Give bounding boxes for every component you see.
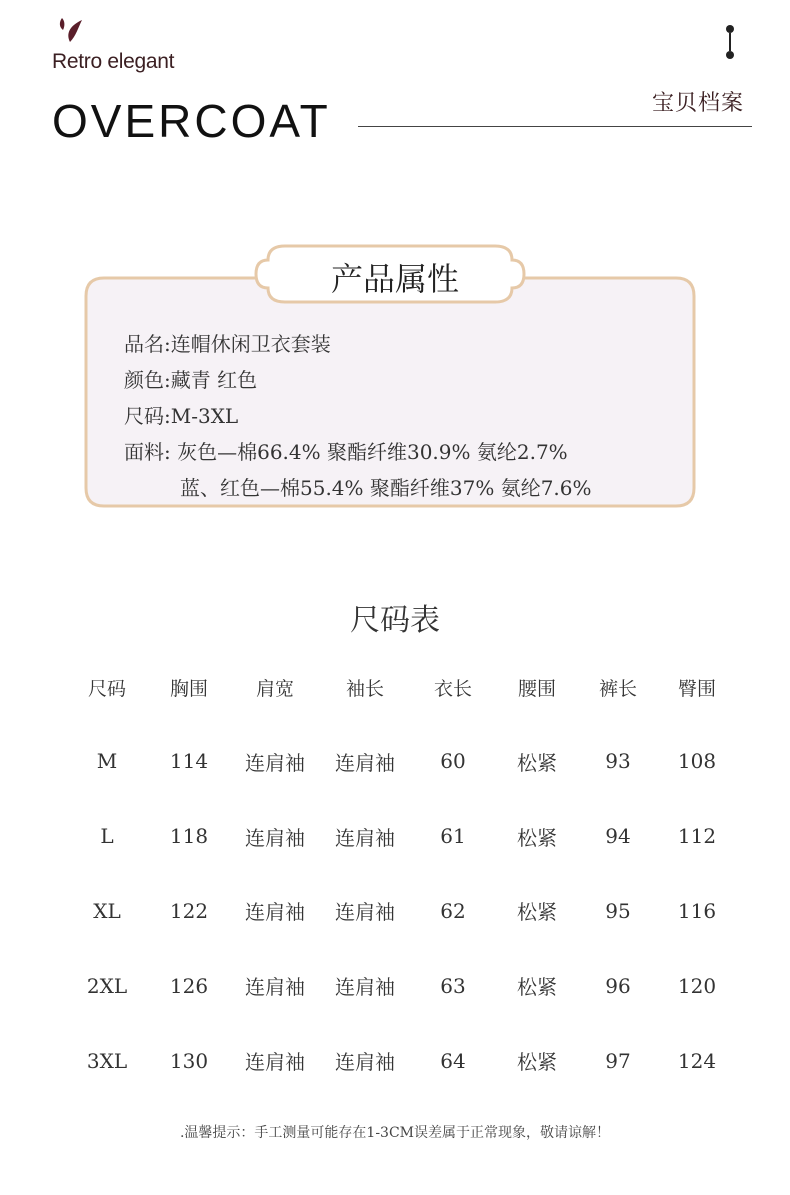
- table-cell: 116: [677, 898, 717, 923]
- table-cell: 126: [169, 973, 209, 998]
- table-cell: 97: [605, 1048, 631, 1073]
- table-cell: 114: [169, 749, 209, 774]
- size-chart-title: 尺码表: [350, 603, 440, 638]
- header-sleeve: 袖长: [345, 677, 384, 700]
- table-cell: 112: [677, 824, 717, 849]
- header-waist: 腰围: [517, 677, 556, 700]
- table-cell: 122: [169, 898, 209, 923]
- table-cell: 松紧: [517, 750, 557, 775]
- table-cell: 2XL: [86, 973, 128, 998]
- table-cell: 连肩袖: [245, 975, 305, 1000]
- table-cell: 连肩袖: [335, 1050, 395, 1075]
- table-cell: M: [96, 749, 118, 774]
- table-cell: 96: [605, 973, 631, 998]
- more-dots-icon: [723, 24, 737, 60]
- table-cell: 95: [605, 898, 631, 923]
- property-size: 尺码:M-3XL: [124, 404, 239, 428]
- table-row: [65, 948, 735, 1023]
- header-pants-length: 裤长: [598, 677, 637, 700]
- brand-logo-icon: [56, 16, 86, 44]
- header-hip: 臀围: [677, 677, 716, 700]
- size-table: [65, 650, 735, 1098]
- table-cell: 松紧: [517, 975, 557, 1000]
- properties-title: 产品属性: [330, 260, 459, 298]
- table-cell: 连肩袖: [335, 750, 395, 775]
- table-cell: 61: [440, 824, 466, 849]
- table-cell: 连肩袖: [245, 825, 305, 850]
- table-cell: 63: [440, 973, 466, 998]
- table-cell: 60: [440, 749, 466, 774]
- table-cell: 118: [169, 824, 209, 849]
- header-size: 尺码: [87, 677, 126, 700]
- brand-title: OVERCOAT: [52, 95, 331, 147]
- table-cell: 连肩袖: [335, 975, 395, 1000]
- table-cell: 连肩袖: [245, 1050, 305, 1075]
- table-cell: 64: [440, 1048, 466, 1073]
- archive-label: 宝贝档案: [651, 91, 744, 116]
- header-shoulder: 肩宽: [255, 677, 294, 700]
- table-cell: 松紧: [517, 900, 557, 925]
- table-row: [65, 1023, 735, 1098]
- table-cell: 连肩袖: [335, 825, 395, 850]
- table-cell: 120: [677, 973, 717, 998]
- property-color: 颜色:藏青 红色: [124, 368, 258, 392]
- table-cell: 93: [605, 749, 631, 774]
- table-cell: 松紧: [517, 1050, 557, 1075]
- table-cell: 124: [677, 1048, 717, 1073]
- table-row: [65, 724, 735, 799]
- table-cell: 108: [677, 749, 717, 774]
- table-cell: 62: [440, 898, 466, 923]
- header-divider: [358, 126, 752, 127]
- table-cell: 3XL: [86, 1048, 128, 1073]
- table-cell: 连肩袖: [335, 900, 395, 925]
- property-fabric-continued: 蓝、红色—棉55.4% 聚酯纤维37% 氨纶7.6%: [180, 476, 592, 500]
- header-chest: 胸围: [169, 677, 208, 700]
- table-cell: 松紧: [517, 825, 557, 850]
- header-length: 衣长: [433, 677, 472, 700]
- table-cell: 130: [169, 1048, 209, 1073]
- table-cell: 94: [605, 824, 631, 849]
- property-fabric: 面料: 灰色—棉66.4% 聚酯纤维30.9% 氨纶2.7%: [124, 440, 568, 464]
- properties-list: [124, 326, 684, 506]
- table-cell: 连肩袖: [245, 900, 305, 925]
- table-row: [65, 874, 735, 949]
- table-row: [65, 799, 735, 874]
- table-header-row: [65, 650, 735, 724]
- table-cell: L: [100, 824, 114, 849]
- brand-subtitle: Retro elegant: [52, 50, 175, 73]
- table-cell: XL: [93, 898, 121, 923]
- table-cell: 连肩袖: [245, 750, 305, 775]
- measurement-note: .温馨提示：手工测量可能存在1-3CM误差属于正常现象，敬请谅解！: [179, 1125, 611, 1141]
- property-name: 品名:连帽休闲卫衣套装: [124, 332, 331, 356]
